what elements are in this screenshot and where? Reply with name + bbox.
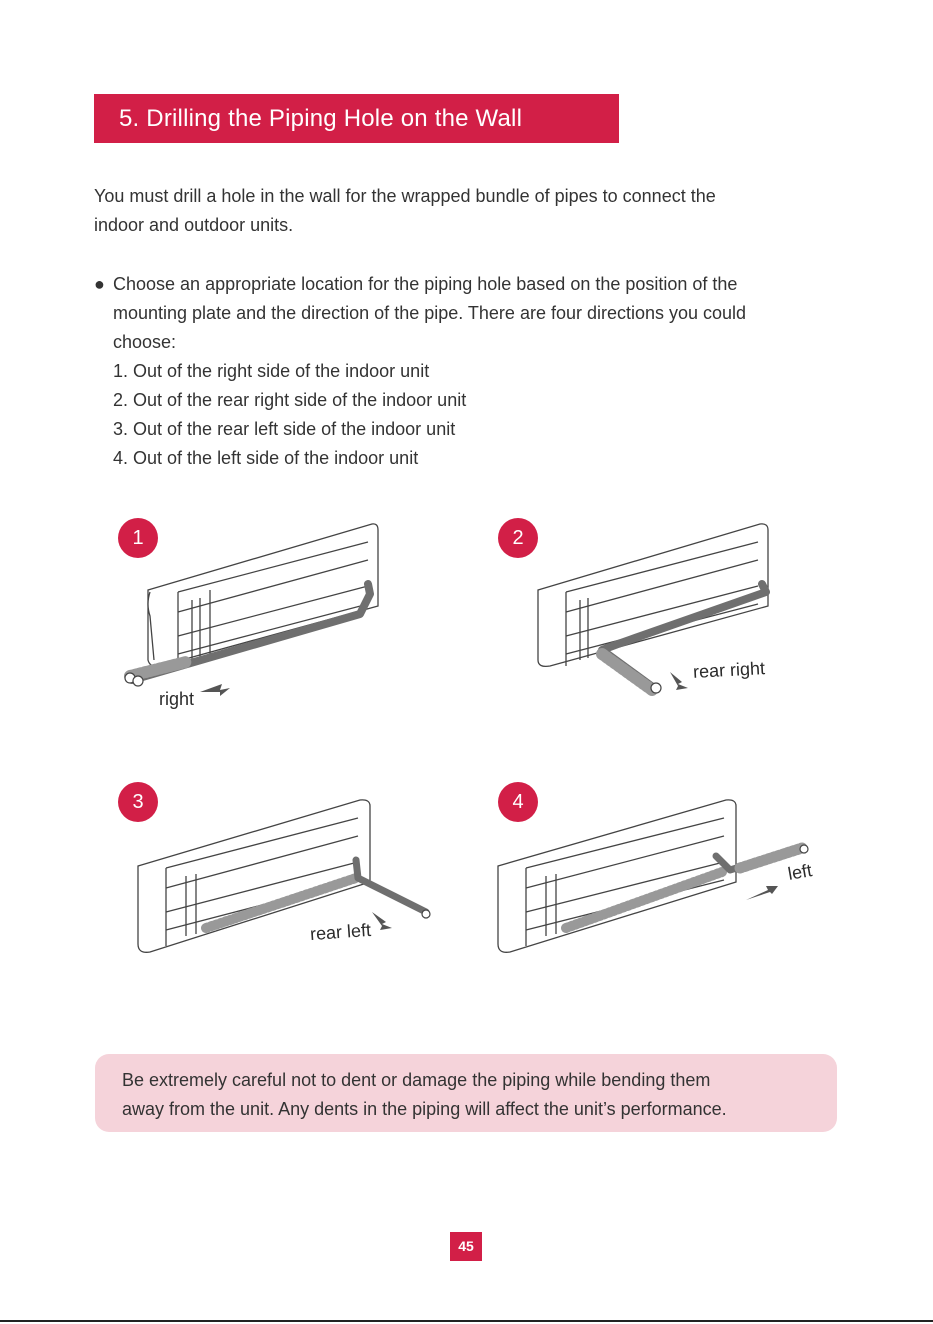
bullet-line-3: choose: — [113, 332, 177, 352]
intro-line-2: indoor and outdoor units. — [94, 215, 294, 235]
direction-label-left: left — [786, 860, 814, 884]
direction-option-3: 3. Out of the rear left side of the indoor unit — [113, 419, 456, 439]
intro-line-1: You must drill a hole in the wall for the wrapped bundle of pipes to connect the — [94, 186, 716, 206]
bottom-divider — [0, 1320, 933, 1322]
direction-option-1: 1. Out of the right side of the indoor unit — [113, 361, 430, 381]
caution-note — [95, 1054, 837, 1132]
bullet-item — [94, 270, 874, 299]
step-badge-1: 1 — [118, 518, 158, 558]
step-badge-2: 2 — [498, 518, 538, 558]
indoor-unit-rear-right-illustration — [530, 520, 790, 710]
page-number: 45 — [450, 1232, 482, 1261]
bullet-dot-icon: ● — [94, 274, 105, 294]
caution-line-1: Be extremely careful not to dent or damage the piping while bending them — [122, 1070, 711, 1090]
indoor-unit-rear-left-illustration — [130, 796, 440, 966]
step-badge-4: 4 — [498, 782, 538, 822]
direction-label-rear-right: rear right — [692, 658, 766, 682]
bullet-line-1: Choose an appropriate location for the piping hole based on the position of the — [113, 274, 738, 294]
direction-label-right: right — [159, 689, 195, 709]
direction-instructions — [94, 270, 874, 473]
bullet-line-2: mounting plate and the direction of the pipe. There are four directions you could — [113, 303, 747, 323]
intro-paragraph — [94, 182, 854, 240]
section-heading: 5. Drilling the Piping Hole on the Wall — [94, 94, 619, 143]
direction-label-rear-left: rear left — [309, 919, 372, 945]
direction-option-4: 4. Out of the left side of the indoor unit — [113, 448, 419, 468]
indoor-unit-left-illustration — [490, 796, 820, 966]
direction-option-2: 2. Out of the rear right side of the indoor unit — [113, 390, 467, 410]
caution-line-2: away from the unit. Any dents in the piping will affect the unit’s performance. — [122, 1099, 727, 1119]
step-badge-3: 3 — [118, 782, 158, 822]
